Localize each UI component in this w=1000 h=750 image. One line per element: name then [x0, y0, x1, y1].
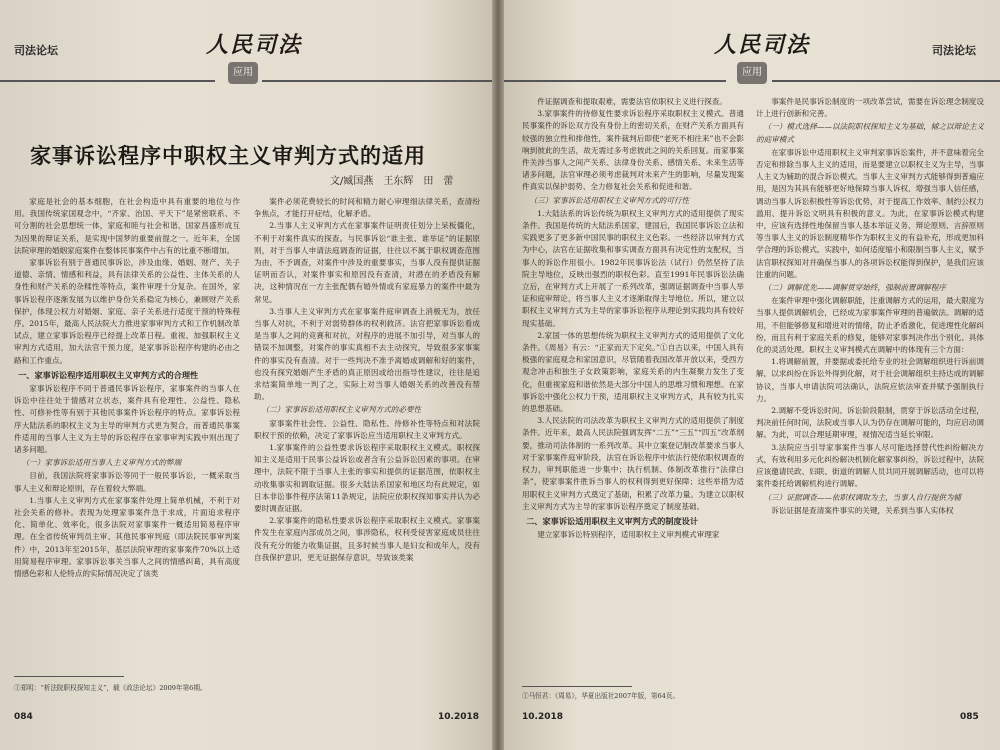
section-label: 司法论坛: [14, 44, 58, 57]
binding-gutter: [492, 0, 504, 750]
section-label: 司法论坛: [932, 44, 976, 57]
section-heading: （一）家事诉讼适用当事人主义审判方式的弊端: [21, 458, 182, 468]
paragraph: 3.法院应当引导家事案件当事人尽可能选择替代性纠纷解决方式，有效利用多元化纠纷解决机制化解家事纠纷，诉讼过程中，法院应该邀请民政、妇联、街道的调解人员共同开展调解活动，也可以将案件委托给调解机构进行调解。: [756, 442, 984, 489]
article-authors: 文/臧国燕 王东辉 田 蕾: [330, 176, 454, 187]
paragraph: 家事诉讼程序不同于普通民事诉讼程序，家事案件的当事人在诉讼中往往处于情感对立状态，案件具有伦理性、公益性、隐私性、可修补性等有别于其他民事案件诉讼程序的特点。家事诉讼程序大陆法系的职权主义为主导的审判方式更为契合，而普通民事案件适用的当事人主义为主导的诉讼程序在家事审判实践中则出现了诸多问题。: [14, 384, 240, 455]
paragraph: 事案件是民事诉讼制度的一项改革尝试，需要在诉讼理念制度设计上进行创新和完善。: [756, 97, 984, 119]
paragraph: 1.当事人主义审判方式在家事案件处理上简单机械，不利于对社会关系的修补。表现为处理家事案件急于求成，片面追求程序化、简单化、效率化，很多法院对家事案件一概适用简易程序审理。在全省传统审判员主审、其他民事审判庭（即法院民事审判案件）中，2013年至2015年，基层法院审理的家事案件70%以上适用简易程序审理。家事诉讼事关当事人之间的情感纠葛，具有高度情感色彩和人伦特点的实际情况决定了该类: [14, 495, 240, 579]
paragraph: 家事诉讼有别于普通民事诉讼，涉及血缘、婚姻、财产、关子道德、亲情、情感和利益，具有法律关系的公益性、主体关系的人身性和财产关系的杂糅性等特点，案件审理十分复杂。在国外，家事诉讼程序逐渐发展为以维护身份关系稳定为核心，兼顾财产关系保护，体现公权力对婚姻、家庭、亲子关系进行适度干预的特殊程序。2015年，最高人民法院大力推进家事审判方式和工作机制改革试点，建立家事诉讼程序已经提上改革日程。重视、加强职权主义审判方式适用，加大法官干预力度，是家事诉讼程序构建的必由之路和工作重点。: [14, 258, 240, 365]
paragraph: 家庭是社会的基本细胞，在社会构造中具有重要的地位与作用。我国传统家国观念中，“齐家、治国、平天下”是紧密联系、不可分割的社会思想统一体，家庭和睦与社会和谐、国家昌盛形成互为因果的辩证关系，是实现中国梦的重要前提之一。近年来，全国法院审理的婚姻家庭案件在整体民事案件中占有的比重不断增加。: [14, 197, 240, 255]
left-column-2: [254, 196, 480, 670]
journal-logo: 人民司法: [714, 32, 811, 58]
paragraph: 建立家事诉讼特别程序，适用职权主义审判模式审理家: [537, 530, 720, 540]
paragraph: 目前，我国法院将家事诉讼等同于一般民事诉讼，一概采取当事人主义和辩论原则，存在着较大弊端。: [14, 471, 240, 493]
paragraph: 3.人民法院的司法改革为职权主义审判方式的适用提供了制度条件。近年来，最高人民法院强调发挥“二五”“三五”“四五”改革纲要，推动司法体制的一系列改革。其中立案登记制改革要求当事人对于家事案件庭审阶段，法官在诉讼程序中依法行使依职权调查的权力，审判职能进一步集中；执行机制、体制改革推行“法律白条”，使家事案件胜诉当事人的权利得到更好保障；这些举措为适用职权主义审判方式奠定了基础，积累了改革力量。为建立以职权主义审判方式为主导的家事诉讼程序奠定了制度基础。: [522, 416, 744, 511]
paragraph: 1.将调解前置，并要据或委托给专业的社会调解组织进行诉前调解，以求纠纷在诉讼外得到化解，对于社会调解组织主持达成的调解协议，当事人申请法院司法确认，法院应依法审查并赋予强制执行力。: [756, 357, 984, 403]
paragraph: 家事案件社会性、公益性、隐私性、待修补性等特点和对法院职权干预的依赖，决定了家事诉讼应当适用职权主义审判方式。: [254, 418, 480, 440]
section-heading: （三）家事诉讼适用职权主义审判方式的可行性: [529, 195, 690, 205]
paragraph: 诉讼证据是查清案件事实的关键，关系到当事人实体权: [771, 505, 954, 515]
paragraph: 案件必须花费较长的时间和精力耐心审理细法律关系，查清纷争焦点，才能打开症结，化解矛盾。: [254, 197, 480, 219]
paragraph: 3.家事案件的待修复性要求诉讼程序采取职权主义模式。普通民事案件的诉讼双方没有身份上的密切关系，在财产关系方面具有较强的独立性和排他性，案件裁判后即使“老死不相往来”也不会影响到彼此的生活，故无需过多考虑彼此之间的关系回复。而家事案件关涉当事人之间产关系、法律身份关系、感情关系、未来生活等诸多问题，法官审理必须考虑裁判对未来产生的影响，尽量发现案件真实以保护弱势、全力修复社会关系和促进和谐。: [522, 109, 744, 192]
section-badge: 应用: [228, 62, 258, 84]
issue-number: 10.2018: [522, 712, 563, 722]
page-number: 084: [14, 712, 33, 722]
right-column-1: [522, 96, 744, 680]
footnote: ①郑明：“析法院职权探知主义”，载《政法论坛》2009年第6期。: [14, 684, 207, 692]
section-heading: （三）证据调查——依职权调取为主，当事人自行提供为辅: [763, 492, 962, 502]
header-rule: [504, 80, 726, 82]
section-heading: （一）模式选择——以法院职权探知主义为基础，辅之以辩论主义的庭审模式: [756, 122, 984, 144]
header-rule: [262, 80, 492, 82]
footnote-rule: [522, 686, 632, 687]
paragraph: 在家事诉讼中适用职权主义审判家事诉讼案件，并不意味着完全否定和排除当事人主义的适用，而是要建立以职权主义为主导，当事人主义为辅助的混合诉讼模式。当事人主义审判方式能够得到普遍应用，是因为其具有能够更好地保障当事人诉权、增强当事人信任感，调动当事人诉讼积极性等诉讼优势，对于提高工作效率、制约公权力滥用、提升诉讼文明具有积极的意义。为此，在家事诉讼模式构建中，应该有选择性地保留当事人基本举证义务、辩论原则、言辞原则等当事人主义的诉讼制度精华作为职权主义的有益补充，形成更加科学合理的诉讼模式。实践中，如何适度缩小和限制当事人主义，赋予法官职权探知对并确保当事人的各项诉讼权能得到保护，是我们应该注重的问题。: [756, 147, 984, 279]
header-rule: [0, 80, 215, 82]
section-heading: （二）家事诉讼适用职权主义审判方式的必要性: [261, 405, 422, 415]
right-column-2: [756, 96, 984, 680]
article-title: 家事诉讼程序中职权主义审判方式的适用: [30, 144, 426, 168]
right-page: [504, 0, 1000, 750]
paragraph: 在案件审理中强化调解职能，注重调解方式的运用，最大限度为当事人提供调解机会，已经成为家事案件审理的普遍做法。调解的适用，不但能够修复和增进对的情绪，防止矛盾激化，促进理性化解纠纷，而且有利于家庭关系的修复，能够对家事判决作出个别化、具体化的灵活处理。职权主义审判模式在调解中的体现有三个方面：: [756, 296, 984, 355]
paragraph: 2.当事人主义审判方式在家事案件证明责任划分上呆板僵化，不利于对案件真实的探查。与民事诉讼“谁主张、谁举证”的证据原则，对于当事人申请法庭调查的证据，往往以不属于职权调查范围为由，不予调查，对案件中涉及的重要事实，当事人没有提供证据证明而否认，对案件事实和原因没有查清，对潜在的矛盾没有解决，这种情况在一方主张配偶有婚外情或有家庭暴力的案件中最为常见。: [254, 221, 480, 304]
footnote-rule: [14, 676, 124, 677]
page-number: 085: [960, 712, 979, 722]
section-heading: 二、家事诉讼适用职权主义审判方式的制度设计: [526, 515, 699, 526]
paragraph: 1.大陆法系的诉讼传统为职权主义审判方式的适用提供了现实条件。我国是传统的大陆法系国家，建国后，我国民事诉讼立法和实践更多了更多新中国民事的职权主义色彩。一些经济以审判方式为中心，法官在证据收集和事实调查方面具有决定性的支配权，当事人的诉讼作用很小。1982年民事诉讼法（试行）仍然坚持了法院主导地位，反映出强烈的职权色彩。直至1991年民事诉讼法确立后，在审判方式上开展了一系列改革，强调证据调查中当事人举证和庭审辩论，将当事人主义才逐渐取得主导地位。所以，建立以职权主义审判方式为主导的家事诉讼程序从理论到实践均具有较好现实基础。: [522, 208, 744, 328]
left-column-1: [14, 196, 240, 670]
journal-logo: 人民司法: [206, 32, 303, 58]
header-rule: [772, 80, 1000, 82]
section-heading: 一、家事诉讼程序适用职权主义审判方式的合理性: [18, 369, 199, 380]
issue-number: 10.2018: [438, 712, 479, 722]
paragraph: 2.家事案件的隐私性要求诉讼程序采取职权主义模式。家事案件发生在家庭内部成员之间，事涉隐私，权利受侵害家庭成员往往没有充分的能力收集证据，且多时候当事人是妇女和成年人，没有自我保护意识，更无证据保存意识，导致该类案: [254, 516, 480, 562]
paragraph: 2.家国一体的思想传统为职权主义审判方式的适用提供了文化条件。《周易》有云：“正家而天下定矣。”①自古以来，中国人具有极强的家庭观念和家国意识，尽管随着我国改革开放以来，受西方观念冲击和独生子女政策影响，家庭关系的内生凝聚力发生了变化，但重视家庭和谐依然是大部分中国人的思维习惯和理想。在家事诉讼中强化公权力干预，适用职权主义审判方式，具有较为扎实的思想基础。: [522, 330, 744, 414]
section-badge: 应用: [737, 62, 767, 84]
paragraph: 3.当事人主义审判方式在家事案件庭审调查上消极无为，放任当事人对抗，不利于对弱势群体的权利救济。法官把家事诉讼看成是当事人之间的竞赛和对抗，对程序的进展不加引导，对当事人的错误不加调整，对案件的事实真相不去主动探究，导致很多家事案件的事实没有查清。对于一些判决不准予离婚或调解和好的案件，也没有探究婚姻产生矛盾的真正原因或给出指导性建议，往往是追求结案简单地一判了之，实际上对当事人婚姻关系的改善没有帮助。: [254, 306, 480, 402]
section-heading: （二）调解优先——调解贯穿始终，强制前置调解程序: [763, 283, 946, 293]
left-page: [0, 0, 492, 750]
paragraph: 件证据调查和提取艰难，需要法官依职权主义进行探查。: [537, 97, 728, 106]
paragraph: 2.调解不受诉讼时间、诉讼阶段限制，贯穿于诉讼活动全过程，判决前任何时间，法院或当事人认为仍存在调解可能的，均应启动调解。为此，可以合理延期审理，视情况适当延长审限。: [756, 406, 984, 440]
paragraph: 1.家事案件的公益性要求诉讼程序采取职权主义模式。职权探知主义是适用于民事公益诉讼或者含有公益诉讼因素的事项。在审理中，法院不限于当事人主张的事实和提供的证据范围，依职权主动收集事实和调取证据。很多大陆法系国家和地区均有此规定，如日本非讼事件程序法第11条规定，法院应依职权探知事实并认为必要时调查证据。: [254, 443, 480, 514]
footnote: ①马恒君：《周易》，华夏出版社2007年版，第64页。: [522, 692, 680, 700]
